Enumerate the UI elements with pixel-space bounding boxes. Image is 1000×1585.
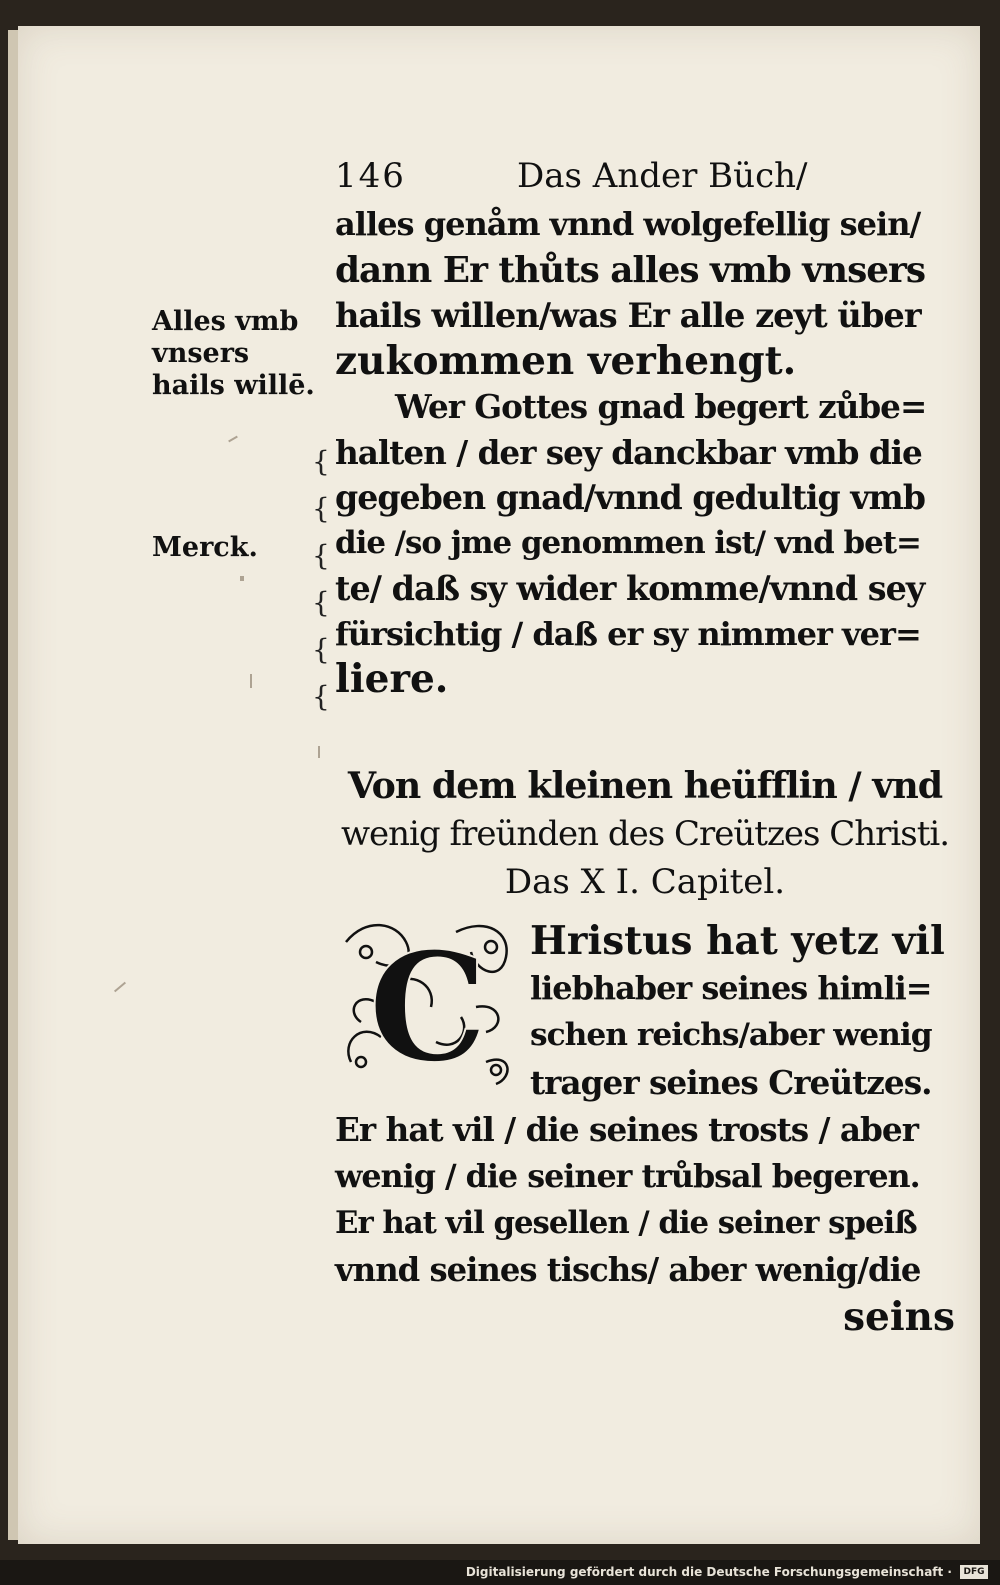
body-line: zukommen verhengt. — [335, 337, 797, 384]
body-line: fürsichtig / daß er sy nimmer ver= — [335, 614, 921, 653]
page-header — [335, 150, 955, 202]
marginal-line: vnsers — [152, 338, 250, 369]
chapter-line: Hristus hat yetz vil — [530, 918, 945, 964]
body-line: te/ daß sy wider komme/vnnd sey — [335, 569, 925, 608]
body-line: Wer Gottes gnad begert zůbe= — [395, 387, 927, 426]
body-line: gegeben gnad/vnnd gedultig vmb — [335, 478, 925, 517]
body-line: dann Er thůts alles vmb vnsers — [335, 248, 926, 291]
catchword: seins — [843, 1294, 955, 1340]
footer-credit: Digitalisierung gefördert durch die Deutsche Forschungsgemeinschaft · — [465, 1565, 952, 1579]
body-line: die /so jme genommen ist/ vnd bet= — [335, 524, 921, 561]
chapter-heading — [335, 760, 955, 908]
body-line: alles genåm vnnd wolgefellig sein/ — [335, 205, 921, 243]
chapter-line: Er hat vil gesellen / die seiner speiß — [335, 1205, 917, 1241]
digitization-footer — [0, 1560, 1000, 1585]
body-line: halten / der sey danckbar vmb die — [335, 432, 922, 472]
chapter-line: wenig / die seiner trůbsal begeren. — [335, 1158, 920, 1195]
chapter-title-line2: wenig freünden des Creützes Christi. — [340, 814, 950, 854]
chapter-line: trager seines Creützes. — [530, 1063, 932, 1102]
dfg-logo: DFG — [960, 1565, 988, 1579]
chapter-number: Das X I. Capitel. — [504, 862, 786, 902]
chapter-line: Er hat vil / die seines trosts / aber — [335, 1110, 918, 1149]
chapter-title-line1: Von dem kleinen heüfflin / vnd — [347, 764, 943, 807]
chapter-line: liebhaber seines himli= — [530, 969, 932, 1007]
main-text — [335, 150, 955, 703]
initial-letter: C — [368, 920, 488, 1092]
marginal-note-alles — [152, 306, 315, 402]
running-head: Das Ander Büch/ — [517, 156, 808, 196]
margin-brace: { { { { { { — [312, 445, 330, 713]
marginal-line: hails willē. — [152, 370, 315, 401]
page-number: 146 — [335, 156, 406, 196]
chapter-body — [335, 918, 955, 1341]
chapter-line: schen reichs/aber wenig — [530, 1017, 932, 1053]
chapter-line: vnnd seines tischs/ aber wenig/die — [335, 1251, 921, 1289]
body-line: hails willen/was Er alle zeyt über — [335, 295, 921, 335]
marginal-line: Merck. — [152, 532, 258, 563]
marginal-line: Alles vmb — [152, 306, 299, 337]
body-line: liere. — [335, 656, 449, 702]
marginal-note-merck — [152, 532, 258, 564]
